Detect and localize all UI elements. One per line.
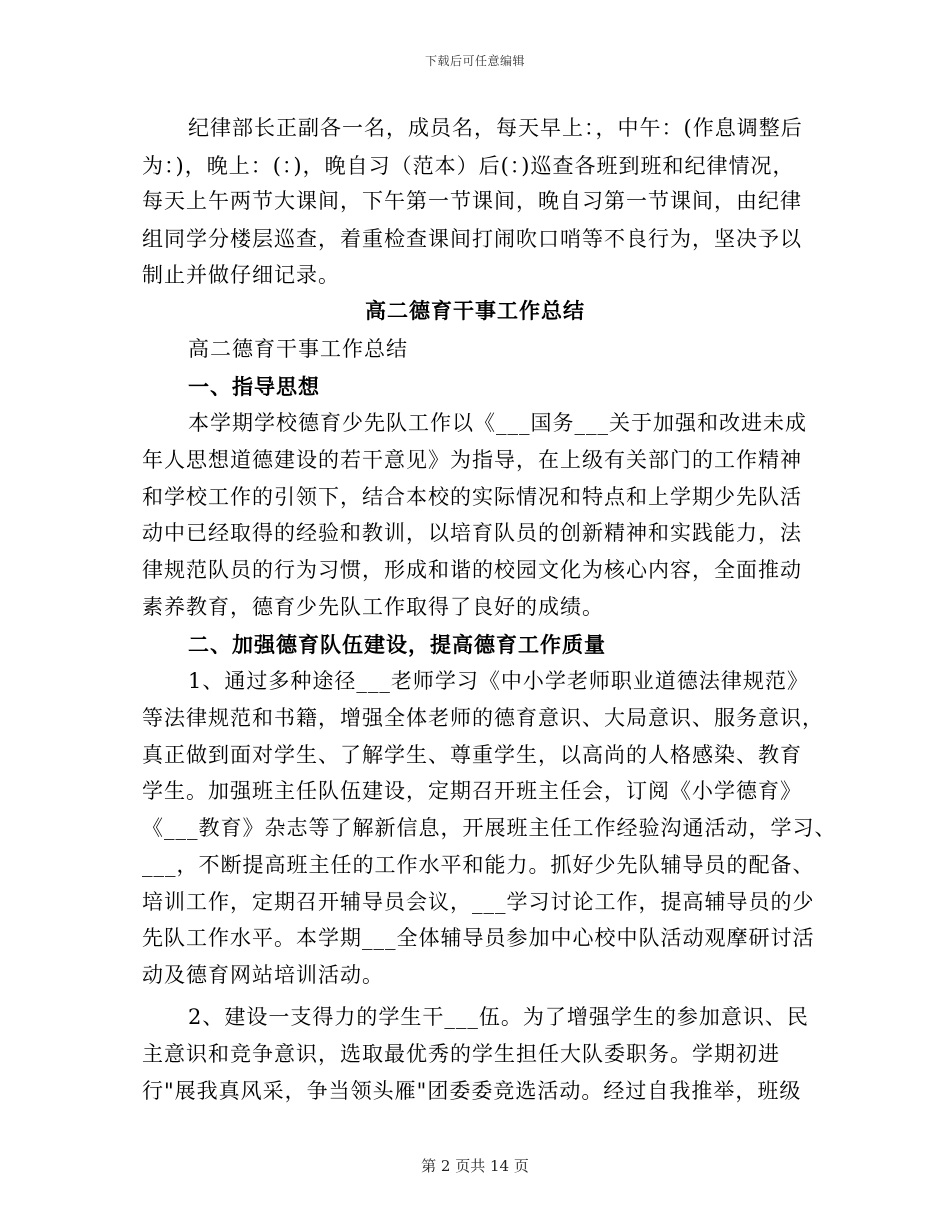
paragraph-line: 本学期学校德育少先队工作以《___国务___关于加强和改进未成 xyxy=(188,411,807,435)
paragraph-line: 律规范队员的行为习惯，形成和谐的校园文化为核心内容，全面推动 xyxy=(142,558,802,582)
paragraph-line: 动及德育网站培训活动。 xyxy=(142,963,384,987)
paragraph-line: 真正做到面对学生、了解学生、尊重学生，以高尚的人格感染、教育 xyxy=(142,743,802,767)
paragraph-line: 2、建设一支得力的学生干___伍。为了增强学生的参加意识、民 xyxy=(188,1005,809,1029)
paragraph-line: 主意识和竞争意识，选取最优秀的学生担任大队委职务。学期初进 xyxy=(142,1042,780,1066)
paragraph-line: 等法律规范和书籍，增强全体老师的德育意识、大局意识、服务意识， xyxy=(142,706,824,730)
paragraph-line: 《___教育》杂志等了解新信息，开展班主任工作经验沟通活动，学习、 xyxy=(142,816,837,840)
page-header-note: 下载后可任意编辑 xyxy=(424,54,525,68)
paragraph-line: 纪律部长正副各一名，成员名，每天早上：，中午：(作息调整后 xyxy=(188,116,803,140)
paragraph-line: 动中已经取得的经验和教训，以培育队员的创新精神和实践能力，法 xyxy=(142,521,802,545)
document-subtitle: 高二德育干事工作总结 xyxy=(188,337,408,361)
paragraph-line: 组同学分楼层巡查，着重检查课间打闹吹口哨等不良行为，坚决予以 xyxy=(142,227,802,251)
page-number-footer: 第 2 页共 14 页 xyxy=(421,1157,529,1175)
paragraph-line: 行"展我真风采，争当领头雁"团委委竞选活动。经过自我推举，班级 xyxy=(142,1079,802,1103)
paragraph-line: 1、通过多种途径___老师学习《中小学老师职业道德法律规范》 xyxy=(188,669,809,693)
paragraph-line: 为：)，晚上：(：)，晚自习（范本）后(：)巡查各班到班和纪律情况， xyxy=(142,154,795,178)
paragraph-line: 学生。加强班主任队伍建设，定期召开班主任会，订阅《小学德育》 xyxy=(142,779,802,803)
paragraph-line: 制止并做仔细记录。 xyxy=(142,263,340,287)
paragraph-line: 素养教育，德育少先队工作取得了良好的成绩。 xyxy=(142,595,604,619)
paragraph-line: 培训工作，定期召开辅导员会议，___学习讨论工作，提高辅导员的少 xyxy=(142,890,815,914)
document-title: 高二德育干事工作总结 xyxy=(365,299,585,323)
section-heading: 一、指导思想 xyxy=(188,375,320,399)
paragraph-line: 每天上午两节大课间，下午第一节课间，晚自习第一节课间，由纪律 xyxy=(142,189,802,213)
paragraph-line: ___，不断提高班主任的工作水平和能力。抓好少先队辅导员的配备、 xyxy=(142,853,815,877)
paragraph-line: 先队工作水平。本学期___全体辅导员参加中心校中队活动观摩研讨活 xyxy=(142,926,815,950)
paragraph-line: 和学校工作的引领下，结合本校的实际情况和特点和上学期少先队活 xyxy=(142,485,802,509)
paragraph-line: 年人思想道德建设的若干意见》为指导，在上级有关部门的工作精神 xyxy=(142,448,802,472)
section-heading: 二、加强德育队伍建设，提高德育工作质量 xyxy=(188,633,606,657)
